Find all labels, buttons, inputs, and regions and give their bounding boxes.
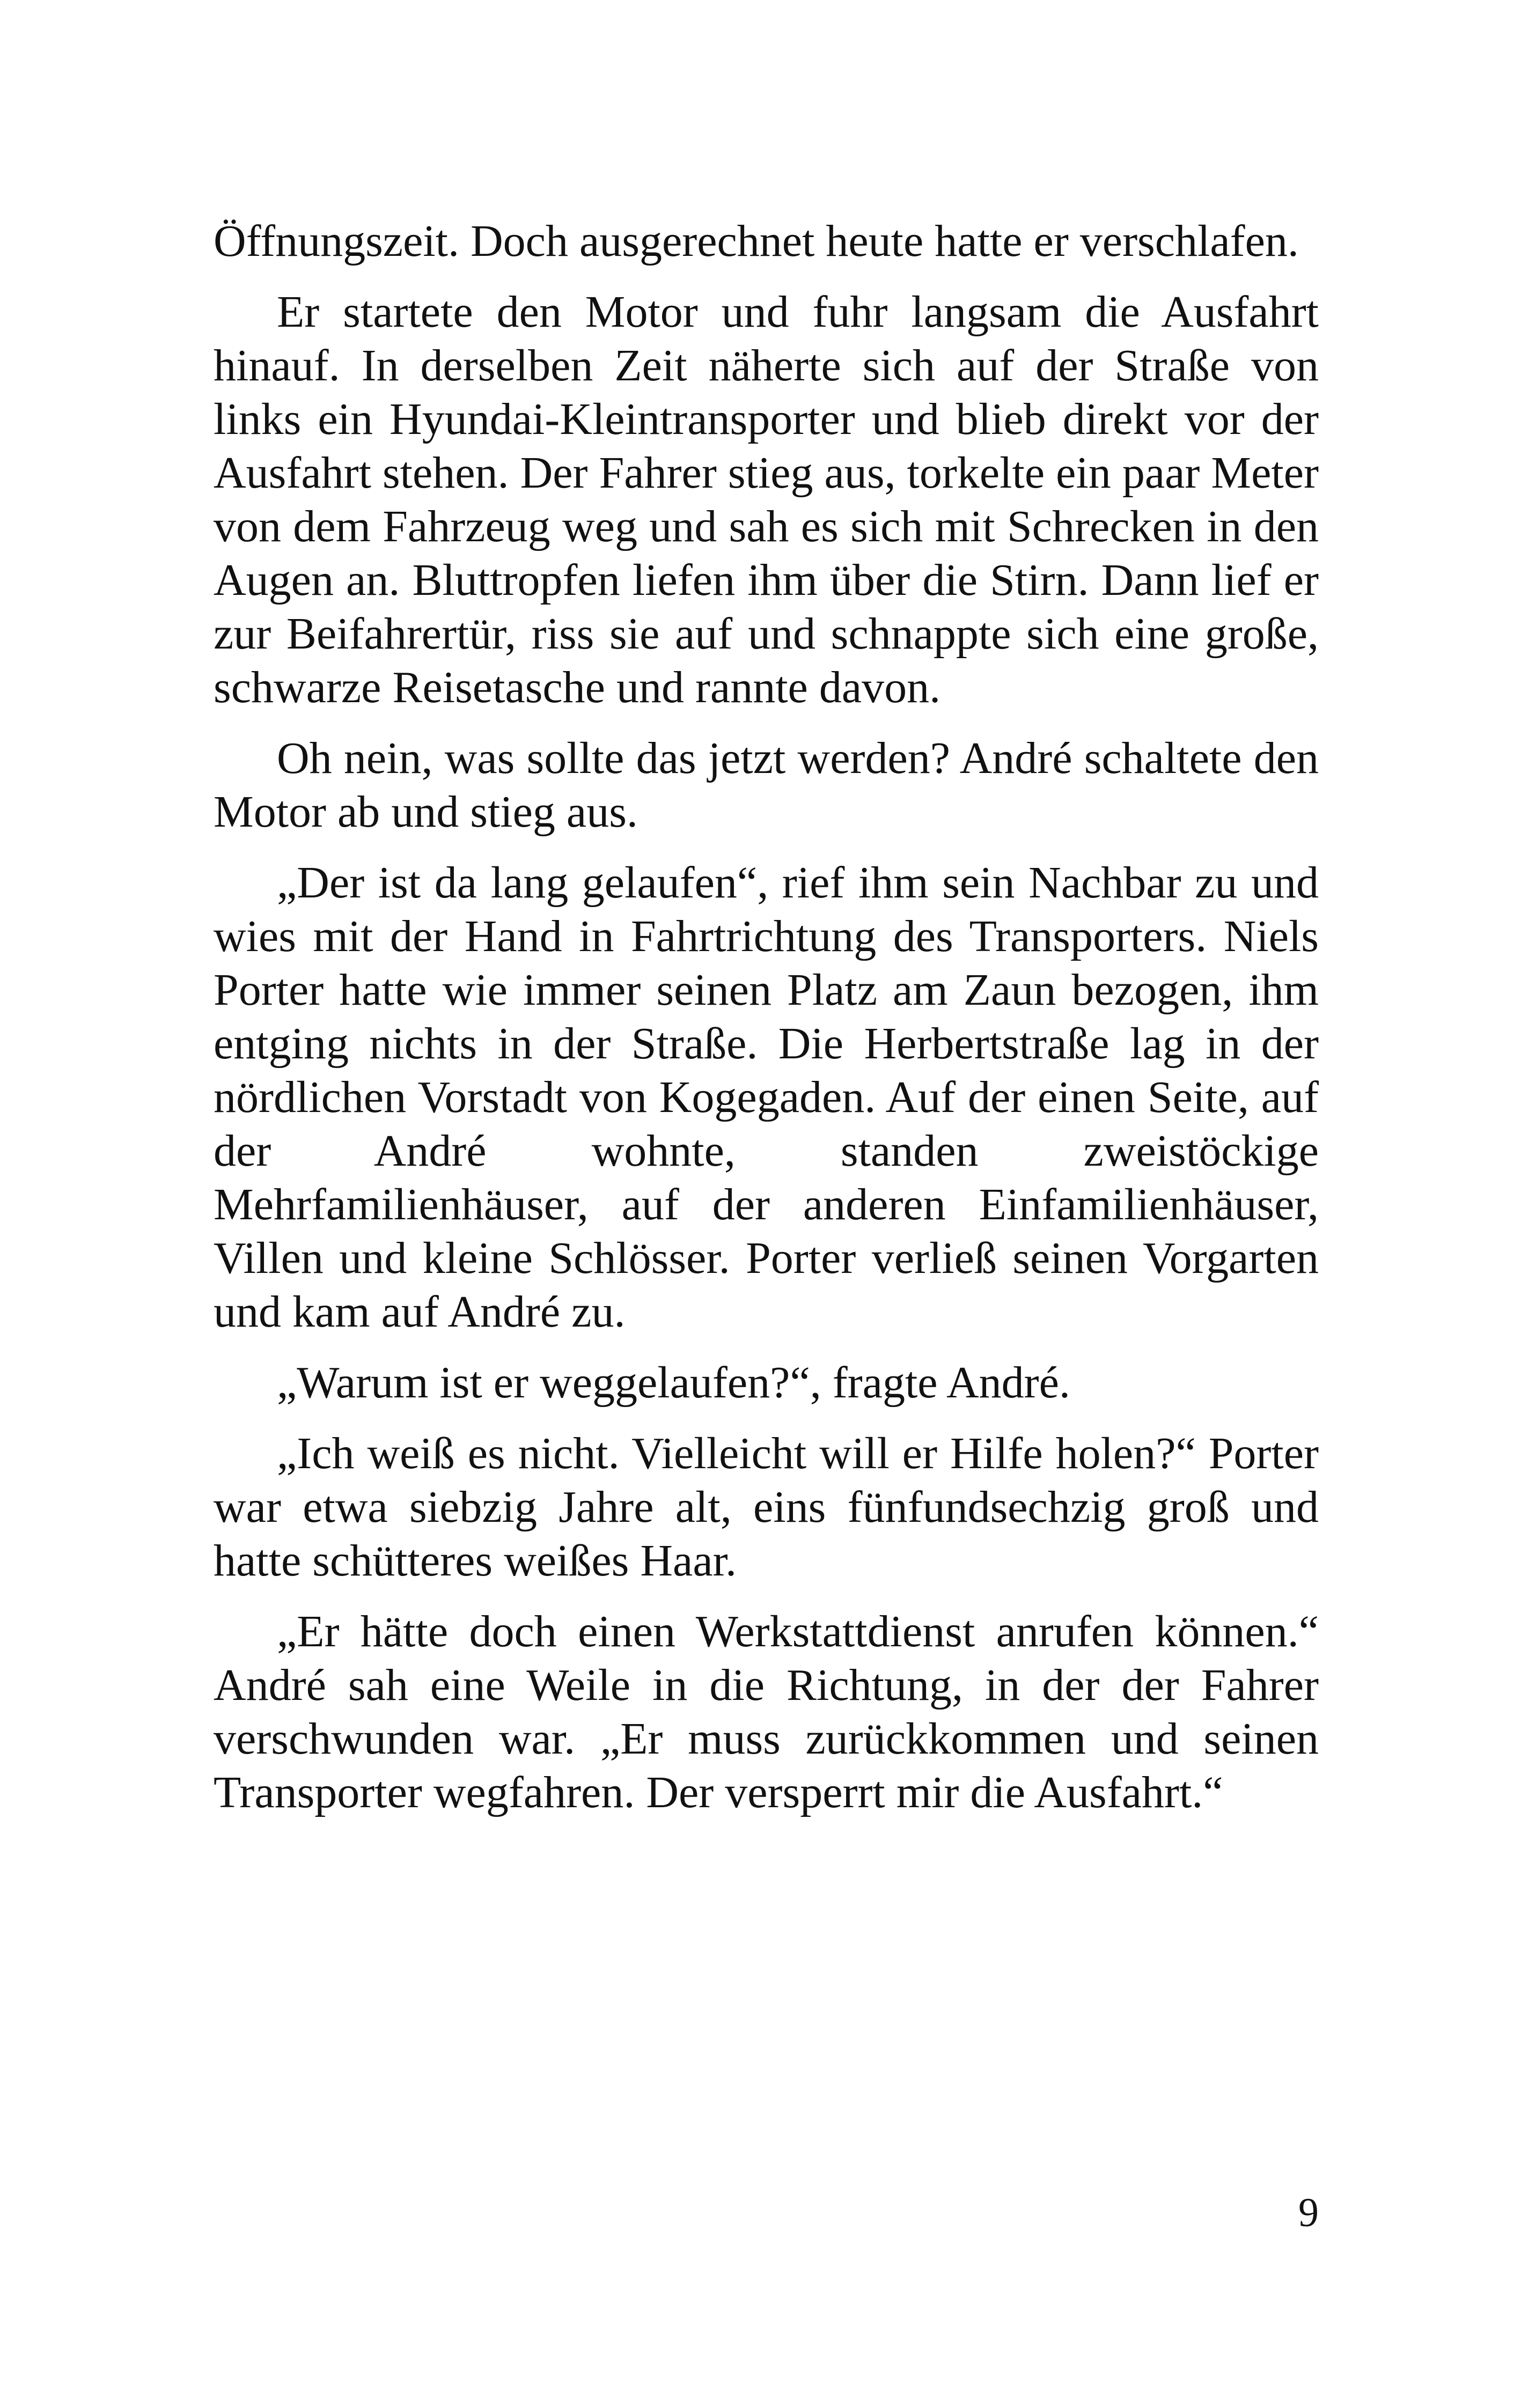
body-text bbox=[214, 215, 1319, 1837]
paragraph-7: „Er hätte doch einen Werkstattdienst anrufen können.“ André sah eine Weile in die Richtung, in der der Fahrer verschwunden war. „Er muss zurückkommen und seinen Transporter wegfahren. Der versperrt mir die Ausfahrt.“ bbox=[214, 1607, 1319, 1817]
page-number: 9 bbox=[1298, 2190, 1319, 2235]
paragraph-5: „Warum ist er weggelaufen?“, fragte André. bbox=[277, 1358, 1070, 1408]
paragraph-6: „Ich weiß es nicht. Vielleicht will er Hilfe holen?“ Porter war etwa siebzig Jahre alt, eins fünfundsechzig groß und hatte schütteres weißes Haar. bbox=[214, 1428, 1319, 1586]
paragraph-1: Öffnungszeit. Doch ausgerechnet heute hatte er verschlafen. bbox=[214, 216, 1299, 266]
paragraph-3: Oh nein, was sollte das jetzt werden? André schaltete den Motor ab und stieg aus. bbox=[214, 733, 1319, 837]
paragraph-2: Er startete den Motor und fuhr langsam die Ausfahrt hinauf. In derselben Zeit näherte sich auf der Straße von links ein Hyundai-Kleintransporter und blieb direkt vor der Ausfahrt stehen. Der Fahrer stieg aus, torkelte ein paar Meter von dem Fahrzeug weg und sah es sich mit Schrecken in den Augen an. Bluttropfen liefen ihm über die Stirn. Dann lief er zur Beifahrertür, riss sie auf und schnappte sich eine große, schwarze Reisetasche und rannte davon. bbox=[214, 287, 1319, 712]
paragraph-4: „Der ist da lang gelaufen“, rief ihm sein Nachbar zu und wies mit der Hand in Fahrtrichtung des Transporters. Niels Porter hatte wie immer seinen Platz am Zaun bezogen, ihm entging nichts in der Straße. Die Herbertstraße lag in der nördlichen Vorstadt von Kogegaden. Auf der einen Seite, auf der André wohnte, standen zweistöckige Mehrfamilienhäuser, auf der anderen Einfamilienhäuser, Villen und kleine Schlösser. Porter verließ seinen Vorgarten und kam auf André zu. bbox=[214, 858, 1319, 1337]
